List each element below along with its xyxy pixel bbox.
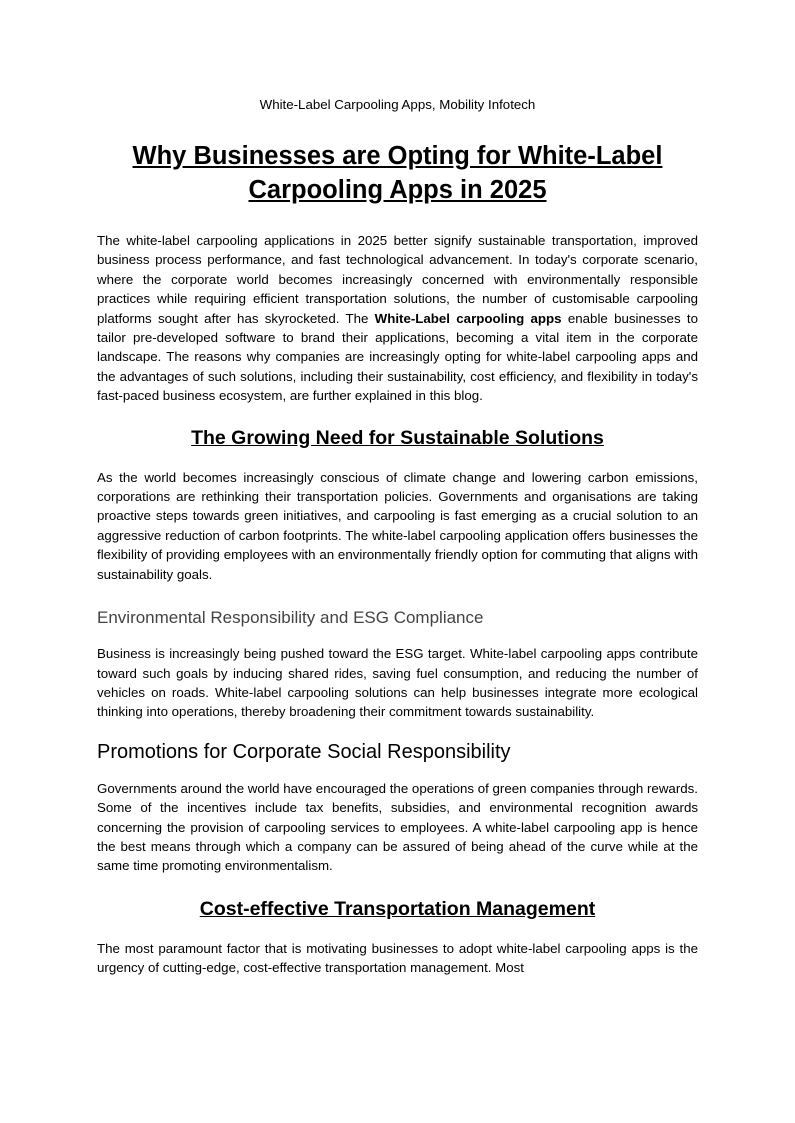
heading-growing-need: The Growing Need for Sustainable Solutions <box>191 426 604 449</box>
heading-cost-effective: Cost-effective Transportation Management <box>199 897 596 920</box>
intro-bold-phrase: White-Label carpooling apps <box>374 310 562 326</box>
page-title: Why Businesses are Opting for White-Label Carpooling Apps in 2025 <box>132 142 663 204</box>
paragraph-cost-effective: The most paramount factor that is motivating businesses to adopt white-label carpooling apps is the urgency of cutting-edge, cost-effective transportation management. Most <box>97 940 698 976</box>
heading-csr: Promotions for Corporate Social Responsibility <box>97 740 511 763</box>
intro-paragraph <box>97 231 698 406</box>
paragraph-esg: Business is increasingly being pushed toward the ESG target. White-label carpooling apps contribute toward such goals by inducing shared rides, saving fuel consumption, and reducing the number of vehicles on roads. White-label carpooling solutions can help businesses integrate more ecological thinking into operations, thereby broadening their commitment towards sustainability. <box>97 646 698 720</box>
intro-text-start: The white-label carpooling applications in 2025 better signify sustainable transportation, improved business process performance, and fast technological advancement. In today's corporate scenario, where the corporate world becomes increasingly concerned with environmentally responsible practices while requiring efficient transportation solutions, the number of customisable carpooling platforms sought after has skyrocketed. The <box>97 233 698 326</box>
document-header: White-Label Carpooling Apps, Mobility Infotech <box>259 97 536 112</box>
paragraph-growing-need: As the world becomes increasingly conscious of climate change and lowering carbon emissions, corporations are rethinking their transportation policies. Governments and organisations are taking proactive steps towards green initiatives, and carpooling is fast emerging as a crucial solution to an aggressive reduction of carbon footprints. The white-label carpooling application offers businesses the flexibility of providing employees with an environmentally friendly option for commuting that aligns with sustainability goals. <box>97 469 698 582</box>
intro-text-end: enable businesses to tailor pre-developed software to brand their applications, becoming a vital item in the corporate landscape. The reasons why companies are increasingly opting for white-label carpooling apps and the advantages of such solutions, including their sustainability, cost efficiency, and flexibility in today's fast-paced business ecosystem, are further explained in this blog. <box>97 310 698 404</box>
paragraph-csr: Governments around the world have encouraged the operations of green companies through rewards. Some of the incentives include tax benefits, subsidies, and environmental recognition awards concerning the provision of carpooling services to employees. A white-label carpooling app is hence the best means through which a company can be assured of being ahead of the curve while at the same time promoting environmentalism. <box>97 780 698 874</box>
heading-esg: Environmental Responsibility and ESG Compliance <box>97 608 484 628</box>
